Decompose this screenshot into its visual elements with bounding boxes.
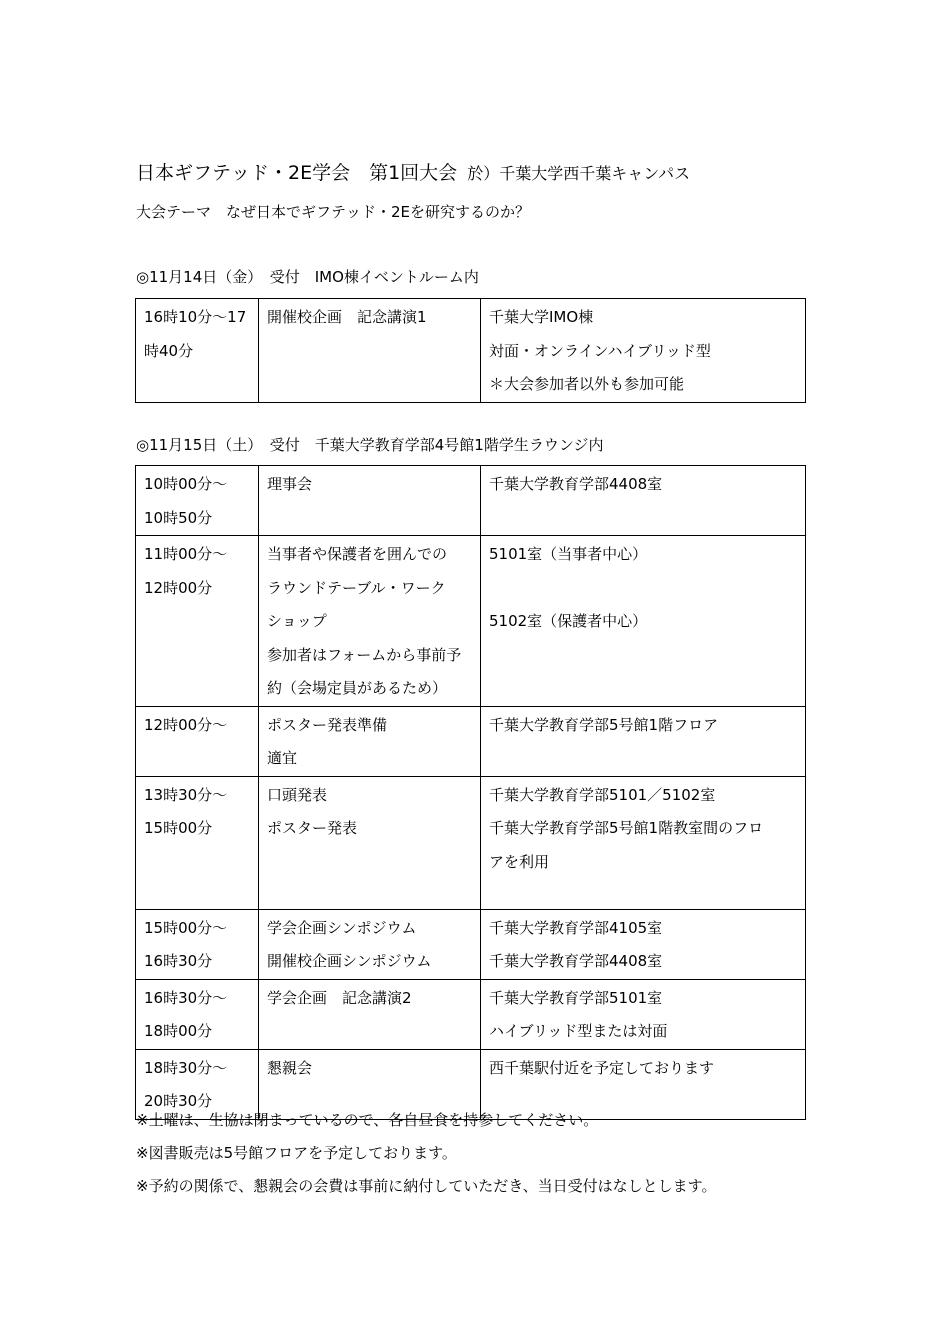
place-line: 5101室（当事者中心） [489, 545, 648, 563]
time-line: 18時00分 [144, 1022, 213, 1040]
time-line: 12時00分 [144, 578, 213, 597]
time-line: 16時10分～17 [144, 308, 247, 326]
program-line: 約（会場定員があるため） [267, 679, 448, 697]
time-line: 時40分 [144, 341, 194, 360]
schedule-row [136, 706, 806, 776]
place-line: 5102室（保護者中心） [489, 612, 648, 630]
place-cell [481, 979, 806, 1049]
note-banquet-fee: ※予約の関係で、懇親会の会費は事前に納付していただき、当日受付はなしとします。 [136, 1177, 717, 1195]
place-line: 千葉大学教育学部5号館1階フロア [489, 715, 719, 734]
place-line: 千葉大学教育学部5101／5102室 [489, 785, 716, 804]
time-line: 16時30分～ [144, 988, 228, 1007]
place-cell [481, 536, 806, 707]
place-line: ＊大会参加者以外も参加可能 [489, 375, 685, 393]
place-line: 対面・オンラインハイブリッド型 [489, 341, 711, 360]
schedule-row [136, 909, 806, 979]
place-cell [481, 706, 806, 776]
time-line: 10時50分 [144, 508, 213, 527]
program-cell [259, 909, 481, 979]
program-cell [259, 979, 481, 1049]
place-line [489, 572, 797, 606]
conference-theme: 大会テーマ なぜ日本でギフテッド・2Eを研究するのか？ [136, 203, 531, 221]
place-line: 千葉大学教育学部4408室 [489, 475, 663, 493]
time-line: 12時00分～ [144, 715, 228, 734]
program-line: 学会企画 記念講演2 [267, 988, 412, 1007]
venue-label: 於）千葉大学西千葉キャンパス [467, 164, 691, 183]
time-cell [136, 979, 259, 1049]
place-line: 千葉大学教育学部4408室 [489, 952, 663, 970]
program-line: ポスター発表準備 [267, 715, 388, 734]
time-line: 13時30分～ [144, 785, 228, 804]
program-cell [259, 466, 481, 536]
time-line: 11時00分～ [144, 545, 228, 563]
schedule-row [136, 979, 806, 1049]
notes [136, 1104, 716, 1203]
schedule-row [136, 466, 806, 536]
time-line: 15時00分 [144, 819, 213, 837]
place-line: 千葉大学IMO棟 [489, 308, 594, 326]
place-cell [481, 299, 806, 403]
schedule-row [136, 776, 806, 909]
time-cell [136, 536, 259, 707]
time-cell [136, 466, 259, 536]
program-line: ポスター発表 [267, 819, 358, 837]
place-line: 千葉大学教育学部4105室 [489, 918, 663, 937]
time-cell [136, 299, 259, 403]
time-line: 10時00分～ [144, 475, 228, 493]
time-line: 16時30分 [144, 952, 213, 970]
program-line: ラウンドテーブル・ワーク [267, 578, 446, 597]
place-line: 千葉大学教育学部5号館1階教室間のフロ [489, 819, 764, 837]
program-line: 開催校企画 記念講演1 [267, 308, 427, 326]
schedule-row [136, 536, 806, 707]
program-line: 参加者はフォームから事前予 [267, 645, 462, 664]
program-line: 開催校企画シンポジウム [267, 952, 432, 970]
program-line: 懇親会 [267, 1058, 313, 1077]
place-cell [481, 466, 806, 536]
place-line: アを利用 [489, 852, 550, 871]
place-cell [481, 776, 806, 909]
place-line: 千葉大学教育学部5101室 [489, 988, 663, 1007]
place-line: ハイブリッド型または対面 [489, 1022, 668, 1040]
program-cell [259, 706, 481, 776]
conference-title: 日本ギフテッド・2E学会 第1回大会 [136, 162, 458, 184]
time-cell [136, 909, 259, 979]
program-line: 当事者や保護者を囲んでの [267, 545, 448, 563]
time-line: 18時30分～ [144, 1058, 228, 1077]
program-line: 口頭発表 [267, 785, 328, 804]
program-line: 適宜 [267, 749, 298, 767]
program-line: ショップ [267, 612, 327, 630]
place-line: 西千葉駅付近を予定しております [489, 1058, 715, 1077]
time-cell [136, 776, 259, 909]
page-title [136, 158, 690, 185]
day1-heading: ◎11月14日（金） 受付 IMO棟イベントルーム内 [136, 268, 479, 286]
time-cell [136, 706, 259, 776]
time-line: 15時00分～ [144, 918, 228, 937]
day2-heading: ◎11月15日（土） 受付 千葉大学教育学部4号館1階学生ラウンジ内 [136, 436, 604, 454]
note-book-sales: ※図書販売は5号館フロアを予定しております。 [136, 1144, 457, 1162]
note-lunch: ※土曜は、生協は閉まっているので、各自昼食を持参してください。 [136, 1111, 599, 1129]
program-line: 学会企画シンポジウム [267, 918, 417, 937]
place-cell [481, 909, 806, 979]
day1-schedule-table [135, 298, 806, 403]
program-line: 理事会 [267, 475, 313, 493]
program-cell [259, 776, 481, 909]
day2-schedule-table [135, 465, 806, 1120]
program-cell [259, 299, 481, 403]
time-line: 20時30分 [144, 1092, 213, 1110]
schedule-row [136, 299, 806, 403]
program-cell [259, 536, 481, 707]
